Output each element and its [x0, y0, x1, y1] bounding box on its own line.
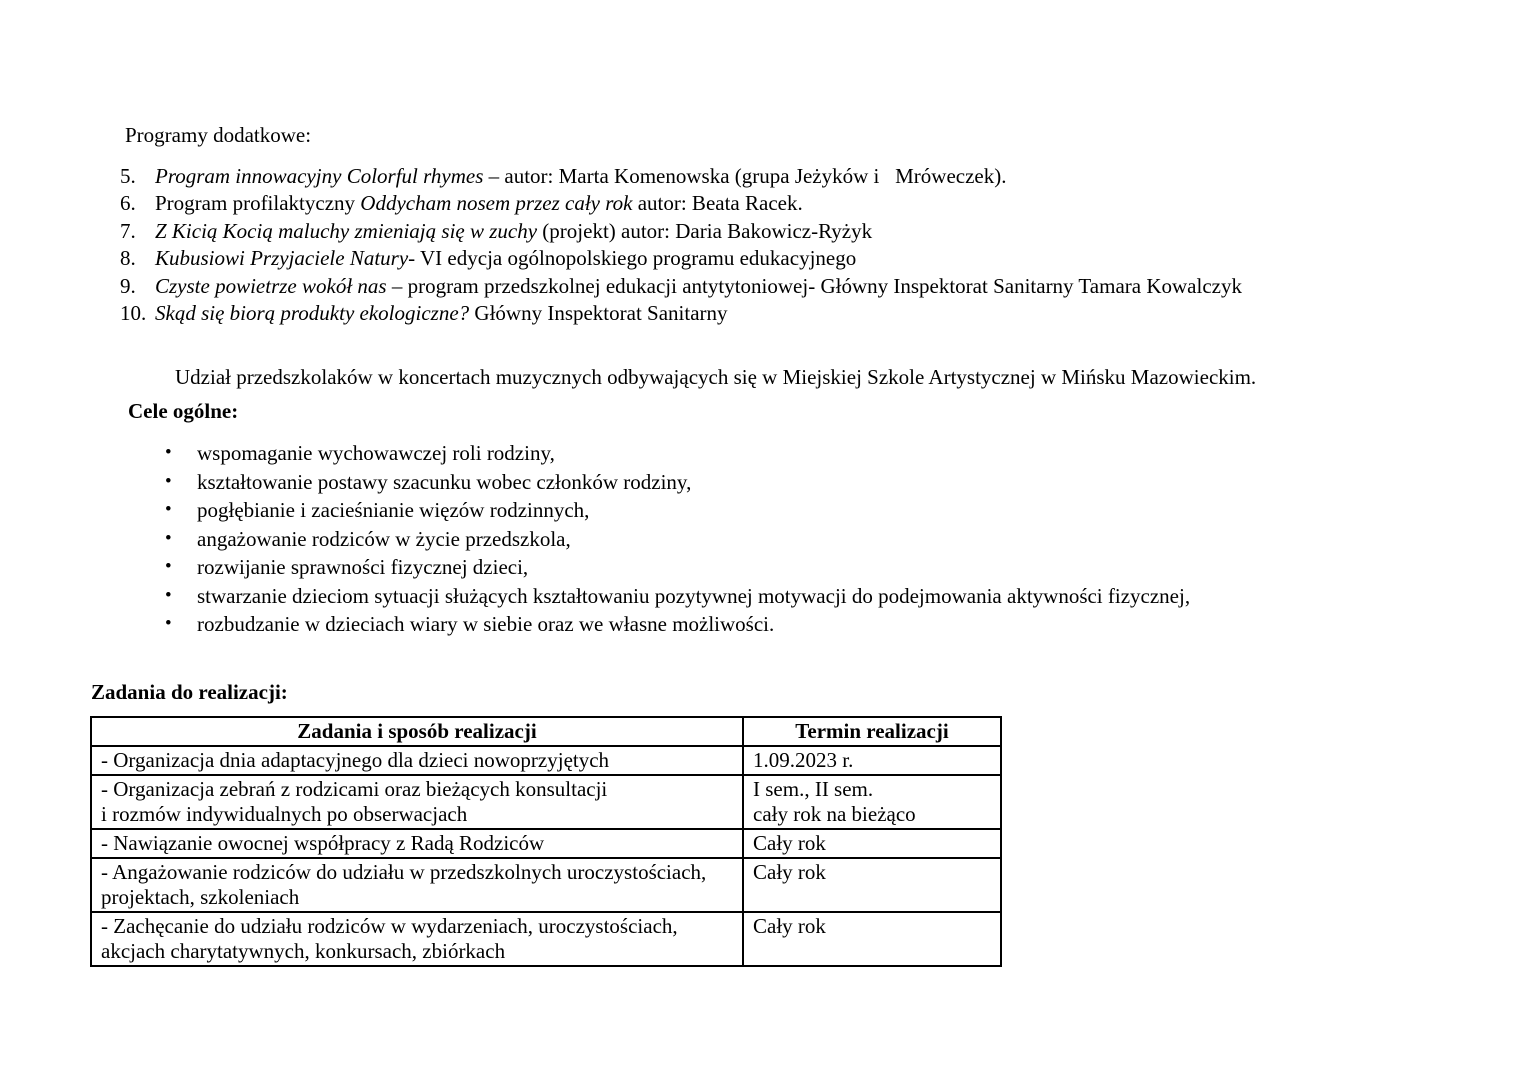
intro-heading: Programy dodatkowe:: [125, 123, 312, 147]
bullet-icon: •: [165, 527, 172, 549]
bullet-icon: •: [165, 613, 172, 635]
table-header-row: [91, 717, 1001, 746]
bullet-icon: •: [165, 556, 172, 578]
task-cell: - Zachęcanie do udziału rodziców w wydarzeniach, uroczystościach, akcjach charytatywnych, konkursach, zbiórkach: [91, 912, 743, 966]
list-item-number: 10.: [120, 301, 147, 326]
goal-text: rozbudzanie w dzieciach wiary w siebie oraz we własne możliwości.: [197, 612, 775, 637]
additional-programs-list: [120, 163, 1527, 327]
bullet-icon: •: [165, 584, 172, 606]
goal-text: rozwijanie sprawności fizycznej dzieci,: [197, 555, 529, 580]
list-item: [165, 610, 1527, 639]
list-item: [165, 553, 1527, 582]
table-row: [91, 829, 1001, 858]
list-item-text: Z Kicią Kocią maluchy zmieniają się w zuchy (projekt) autor: Daria Bakowicz-Ryżyk: [155, 218, 873, 243]
list-item: [120, 300, 1527, 327]
bullet-icon: •: [165, 499, 172, 521]
tasks-heading: Zadania do realizacji:: [91, 679, 288, 704]
list-item-number: 8.: [120, 246, 136, 271]
goals-heading: Cele ogólne:: [128, 399, 239, 424]
task-cell: - Nawiązanie owocnej współpracy z Radą Rodziców: [91, 829, 743, 858]
bullet-icon: •: [165, 470, 172, 492]
column-header-term: Termin realizacji: [743, 717, 1001, 746]
list-item: [165, 525, 1527, 554]
list-item-text: Kubusiowi Przyjaciele Natury- VI edycja ogólnopolskiego programu edukacyjnego: [155, 246, 857, 271]
table-row: [91, 746, 1001, 775]
list-item: [165, 439, 1527, 468]
task-cell: - Organizacja zebrań z rodzicami oraz bieżących konsultacji i rozmów indywidualnych po obserwacjach: [91, 775, 743, 829]
term-cell: 1.09.2023 r.: [743, 746, 1001, 775]
table-row: [91, 912, 1001, 966]
list-item: [120, 273, 1527, 300]
list-item: [120, 218, 1527, 245]
list-item-number: 6.: [120, 191, 136, 216]
list-item-number: 5.: [120, 164, 136, 188]
term-cell: Cały rok: [743, 829, 1001, 858]
bullet-icon: •: [165, 442, 172, 464]
list-item: [165, 468, 1527, 497]
goal-text: wspomaganie wychowawczej roli rodziny,: [197, 441, 555, 466]
goal-text: stwarzanie dzieciom sytuacji służących kształtowaniu pozytywnej motywacji do podejmowania aktywności fizycznej,: [197, 583, 1191, 608]
table-row: [91, 775, 1001, 829]
goals-list: [165, 439, 1527, 639]
term-cell: Cały rok: [743, 912, 1001, 966]
list-item-number: 9.: [120, 273, 136, 298]
list-item-number: 7.: [120, 218, 136, 243]
list-item: [120, 190, 1527, 217]
list-item-text: Program profilaktyczny Oddycham nosem przez cały rok autor: Beata Racek.: [155, 191, 803, 216]
goal-text: pogłębianie i zacieśnianie więzów rodzinnych,: [197, 498, 590, 523]
list-item-text: Program innowacyjny Colorful rhymes – autor: Marta Komenowska (grupa Jeżyków i Mróweczek).: [155, 164, 1007, 188]
task-cell: - Angażowanie rodziców do udziału w przedszkolnych uroczystościach, projektach, szkoleniach: [91, 858, 743, 912]
table-row: [91, 858, 1001, 912]
goal-text: angażowanie rodziców w życie przedszkola,: [197, 526, 571, 551]
list-item-text: Skąd się biorą produkty ekologiczne? Główny Inspektorat Sanitarny: [155, 301, 728, 326]
list-item: [165, 582, 1527, 611]
goal-text: kształtowanie postawy szacunku wobec członków rodziny,: [197, 469, 692, 494]
term-cell: Cały rok: [743, 858, 1001, 912]
list-item: [165, 496, 1527, 525]
column-header-tasks: Zadania i sposób realizacji: [91, 717, 743, 746]
list-item: [120, 245, 1527, 272]
term-cell: I sem., II sem. cały rok na bieżąco: [743, 775, 1001, 829]
concert-paragraph: Udział przedszkolaków w koncertach muzycznych odbywających się w Miejskiej Szkole Artystycznej w Mińsku Mazowieckim.: [175, 365, 1257, 390]
list-item-text: Czyste powietrze wokół nas – program przedszkolnej edukacji antytytoniowej- Główny Inspektorat Sanitarny Tamara Kowalczyk: [155, 273, 1242, 298]
list-item: [120, 163, 1527, 190]
tasks-table: [90, 716, 1002, 967]
task-cell: - Organizacja dnia adaptacyjnego dla dzieci nowoprzyjętych: [91, 746, 743, 775]
